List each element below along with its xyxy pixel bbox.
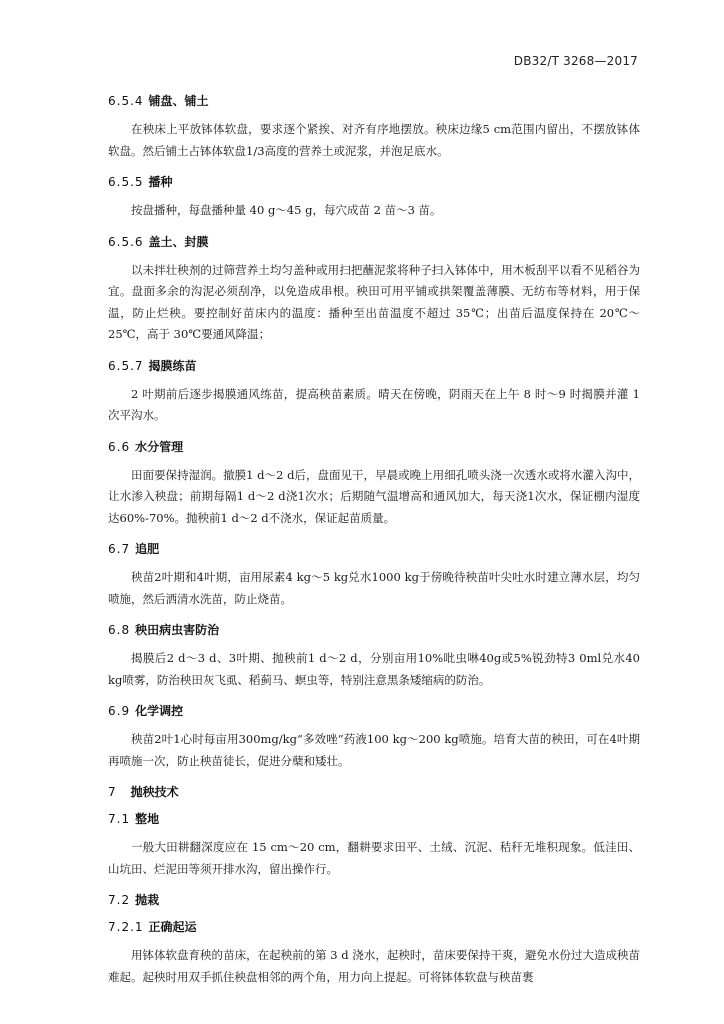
section-number: 6.6 (108, 439, 131, 454)
section-heading (108, 810, 640, 828)
section-paragraph: 秧苗2叶期和4叶期，亩用尿素4 kg～5 kg兑水1000 kg于傍晚待秧苗叶尖吐水时建立薄水层，均匀喷施，然后洒清水洗苗，防止烧苗。 (108, 570, 640, 606)
section-paragraph: 在秧床上平放钵体软盘，要求逐个紧挨、对齐有序地摆放。秧床边缘5 cm范围内留出，不摆放钵体软盘。然后铺土占钵体软盘1/3高度的营养土或泥浆，并泡足底水。 (108, 122, 640, 158)
section-heading (108, 918, 640, 936)
section-title: 化学调控 (135, 704, 184, 718)
section-number: 6.5.6 (108, 234, 144, 249)
section-paragraph: 用钵体软盘育秧的苗床，在起秧前的第 3 d 浇水，起秧时，苗床要保持干爽，避免水份过大造成秧苗难起。起秧时用双手抓住秧盘相邻的两个角，用力向上提起。可将钵体软盘与秧苗裹 (108, 948, 640, 984)
section-paragraph: 按盘播种，每盘播种量 40 g～45 g，每穴成苗 2 苗～3 苗。 (131, 203, 442, 217)
section-title: 盖土、封膜 (148, 234, 209, 249)
section-number: 6.7 (108, 542, 131, 556)
section-number: 6.5.5 (108, 175, 144, 189)
section-number: 6.5.7 (108, 358, 144, 373)
section-paragraph: 以未拌壮秧剂的过筛营养土均匀盖种或用扫把蘸泥浆将种子扫入钵体中，用木板刮平以看不见稻谷为宜。盘面多余的沟泥必须刮净，以免造成串根。秧田可用平铺或拱架覆盖薄膜、无纺布等材料，用于保温，防止烂秧。要控制好苗床内的温度：播种至出苗温度不超过 35℃；出苗后温度保持在 20℃～25℃，高于 30℃要通风降温； (108, 262, 640, 341)
section-title: 秧田病虫害防治 (135, 623, 220, 637)
section-heading (108, 621, 640, 639)
section-number: 6.5.4 (108, 94, 144, 108)
section-heading (108, 357, 640, 375)
section-paragraph: 揭膜后2 d～3 d、3叶期、抛秧前1 d～2 d，分别亩用10%吡虫啉40g或5%锐劲特3 0ml兑水40 kg喷雾，防治秧田灰飞虱、稻蓟马、螟虫等，特别注意黑条矮缩病的防治。 (108, 651, 640, 687)
section-title: 铺盘、铺土 (148, 94, 209, 108)
section-number: 7.1 (108, 812, 131, 826)
section-paragraph: 一般大田耕翻深度应在 15 cm～20 cm，翻耕要求田平、土绒、沉泥、秸秆无堆积现象。低洼田、山坑田、烂泥田等须开排水沟，留出操作行。 (108, 840, 640, 876)
section-heading (108, 702, 640, 720)
section-title: 追肥 (135, 542, 160, 556)
section-number: 7 (108, 785, 117, 799)
section-heading (108, 173, 640, 191)
section-heading (108, 540, 640, 558)
section-title: 抛秧技术 (130, 785, 179, 799)
section-paragraph: 2 叶期前后逐步揭膜通风练苗，提高秧苗素质。晴天在傍晚，阴雨天在上午 8 时～9 时揭膜并灌 1 次平沟水。 (108, 386, 640, 422)
section-title: 抛栽 (135, 893, 160, 907)
section-title: 正确起运 (148, 920, 197, 934)
section-paragraph: 田面要保持湿润。撤膜1 d～2 d后，盘面见干，早晨或晚上用细孔喷头浇一次透水或将水灌入沟中，让水渗入秧盘；前期每隔1 d～2 d浇1次水；后期随气温增高和通风加大，每天浇1次水，保证棚内湿度达60%-70%。抛秧前1 d～2 d不浇水，保证起苗质量。 (108, 467, 640, 525)
section-number: 6.8 (108, 623, 131, 637)
section-heading (108, 783, 640, 801)
section-title: 整地 (135, 812, 160, 826)
document-body (108, 92, 640, 999)
document-code: DB32/T 3268—2017 (513, 54, 638, 68)
section-heading (108, 92, 640, 110)
section-number: 6.9 (108, 704, 131, 718)
section-heading (108, 233, 640, 251)
section-heading (108, 438, 640, 456)
section-title: 水分管理 (135, 439, 184, 454)
section-title: 揭膜练苗 (148, 358, 197, 373)
section-paragraph: 秧苗2叶1心时每亩用300mg/kg“多效唑”药液100 kg～200 kg喷施。培育大苗的秧田，可在4叶期再喷施一次，防止秧苗徒长，促进分蘖和矮壮。 (108, 732, 640, 768)
section-heading (108, 891, 640, 909)
section-number: 7.2 (108, 893, 131, 907)
section-number: 7.2.1 (108, 920, 144, 934)
section-title: 播种 (148, 175, 173, 189)
